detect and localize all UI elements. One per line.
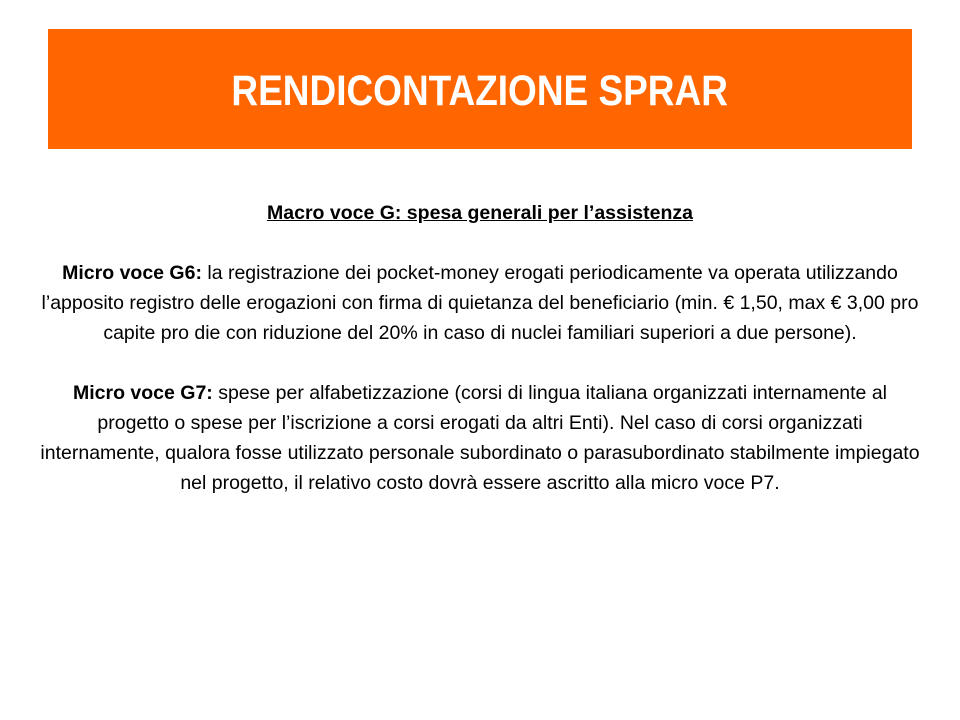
micro-voce-g7-paragraph xyxy=(40,378,920,498)
micro-voce-g6-label: Micro voce G6: xyxy=(62,262,202,284)
macro-voce-heading: Macro voce G: spesa generali per l’assistenza xyxy=(267,202,693,224)
micro-voce-g6-paragraph xyxy=(40,258,920,348)
micro-voce-g6-text: la registrazione dei pocket-money erogati periodicamente va operata utilizzando l’apposito registro delle erogazioni con firma di quietanza del beneficiario (min. € 1,50, max € 3,00 pro capite pro die con riduzione del 20% in caso di nuclei familiari superiori a due persone). xyxy=(41,262,919,344)
slide-body xyxy=(40,198,920,498)
title-banner xyxy=(48,29,912,149)
micro-voce-g7-text: spese per alfabetizzazione (corsi di lingua italiana organizzati internamente al progetto o spese per l’iscrizione a corsi erogati da altri Enti). Nel caso di corsi organizzati internamente, qualora fosse utilizzato personale subordinato o parasubordinato stabilmente impiegato nel progetto, il relativo costo dovrà essere ascritto alla micro voce P7. xyxy=(40,382,920,494)
micro-voce-g7-label: Micro voce G7: xyxy=(72,382,213,404)
slide-title: RENDICONTAZIONE SPRAR xyxy=(231,66,729,115)
